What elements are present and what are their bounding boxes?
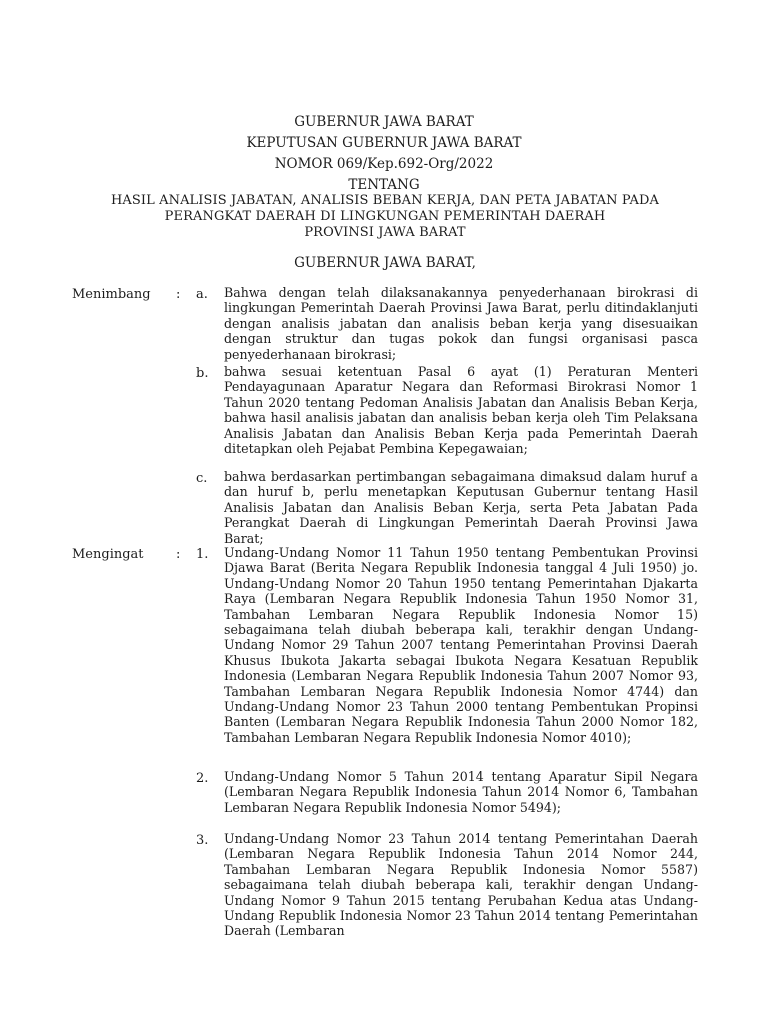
document-header bbox=[0, 112, 768, 196]
governor-heading: GUBERNUR JAWA BARAT, bbox=[294, 255, 476, 271]
decree-number: NOMOR 069/Kep.692-Org/2022 bbox=[274, 156, 494, 172]
mengingat-text-3: Undang-Undang Nomor 23 Tahun 2014 tentang Pemerintahan Daerah (Lembaran Negara Republik Indonesia Tahun 2014 Nomor 244, Tambahan Lembaran Negara Republik Indonesia Nomor 5587) sebagaimana telah diubah beberapa kali, terakhir dengan Undang-Undang Nomor 9 Tahun 2015 tentang Perubahan Kedua atas Undang-Undang Republik Indonesia Nomor 23 Tahun 2014 tentang Pemerintahan Daerah (Lembaran bbox=[224, 831, 698, 939]
mengingat-text-2: Undang-Undang Nomor 5 Tahun 2014 tentang Aparatur Sipil Negara (Lembaran Negara Republik Indonesia Tahun 2014 Nomor 6, Tambahan Lembaran Negara Republik Indonesia Nomor 5494); bbox=[224, 769, 698, 815]
mengingat-marker-3: 3. bbox=[196, 833, 209, 848]
issuer-heading: GUBERNUR JAWA BARAT bbox=[294, 114, 474, 130]
mengingat-marker-2: 2. bbox=[196, 771, 209, 786]
mengingat-text-1: Undang-Undang Nomor 11 Tahun 1950 tentang Pembentukan Provinsi Djawa Barat (Berita Negara Republik Indonesia tanggal 4 Juli 1950) jo. Undang-Undang Nomor 20 Tahun 1950 tentang Pemerintahan Djakarta Raya (Lembaran Negara Republik Indonesia Tahun 1950 Nomor 31, Tambahan Lembaran Negara Republik Indonesia Nomor 15) sebagaimana telah diubah beberapa kali, terakhir dengan Undang-Undang Nomor 29 Tahun 2007 tentang Pemerintahan Provinsi Daerah Khusus Ibukota Jakarta sebagai Ibukota Negara Kesatuan Republik Indonesia (Lembaran Negara Republik Indonesia Tahun 2007 Nomor 93, Tambahan Lembaran Negara Republik Indonesia Nomor 4744) dan Undang-Undang Nomor 23 Tahun 2000 tentang Pembentukan Propinsi Banten (Lembaran Negara Republik Indonesia Tahun 2000 Nomor 182, Tambahan Lembaran Negara Republik Indonesia Nomor 4010); bbox=[224, 545, 698, 745]
menimbang-label: Menimbang bbox=[72, 287, 151, 302]
decree-heading: KEPUTUSAN GUBERNUR JAWA BARAT bbox=[246, 135, 522, 151]
menimbang-text-b: bahwa sesuai ketentuan Pasal 6 ayat (1) Peraturan Menteri Pendayagunaan Aparatur Negara dan Reformasi Birokrasi Nomor 1 Tahun 2020 tentang Pedoman Analisis Jabatan dan Analisis Beban Kerja, bahwa hasil analisis jabatan dan analisis beban kerja oleh Tim Pelaksana Analisis Jabatan dan Analisis Beban Kerja pada Pemerintah Daerah ditetapkan oleh Pejabat Pembina Kepegawaian; bbox=[224, 364, 698, 457]
decree-title bbox=[60, 193, 710, 241]
mengingat-marker-1: 1. bbox=[196, 547, 209, 562]
tentang-heading: TENTANG bbox=[348, 177, 420, 193]
menimbang-marker-c: c. bbox=[196, 471, 208, 486]
title-line-3: PROVINSI JAWA BARAT bbox=[304, 225, 466, 240]
menimbang-text-a: Bahwa dengan telah dilaksanakannya penyederhanaan birokrasi di lingkungan Pemerintah Daerah Provinsi Jawa Barat, perlu ditindaklanjuti dengan analisis jabatan dan analisis beban kerja yang disesuaikan dengan struktur dan tugas pokok dan fungsi organisasi pasca penyederhanaan birokrasi; bbox=[224, 285, 698, 362]
mengingat-colon: : bbox=[176, 547, 181, 562]
title-line-1: HASIL ANALISIS JABATAN, ANALISIS BEBAN KERJA, DAN PETA JABATAN PADA bbox=[110, 193, 660, 208]
title-line-2: PERANGKAT DAERAH DI LINGKUNGAN PEMERINTAH DAERAH bbox=[164, 209, 606, 224]
menimbang-marker-a: a. bbox=[196, 287, 208, 302]
menimbang-marker-b: b. bbox=[196, 366, 209, 381]
menimbang-text-c: bahwa berdasarkan pertimbangan sebagaimana dimaksud dalam huruf a dan huruf b, perlu menetapkan Keputusan Gubernur tentang Hasil Analisis Jabatan dan Analisis Beban Kerja, serta Peta Jabatan Pada Perangkat Daerah di Lingkungan Pemerintah Daerah Provinsi Jawa Barat; bbox=[224, 469, 698, 546]
menimbang-colon: : bbox=[176, 287, 181, 302]
mengingat-label: Mengingat bbox=[72, 547, 144, 562]
